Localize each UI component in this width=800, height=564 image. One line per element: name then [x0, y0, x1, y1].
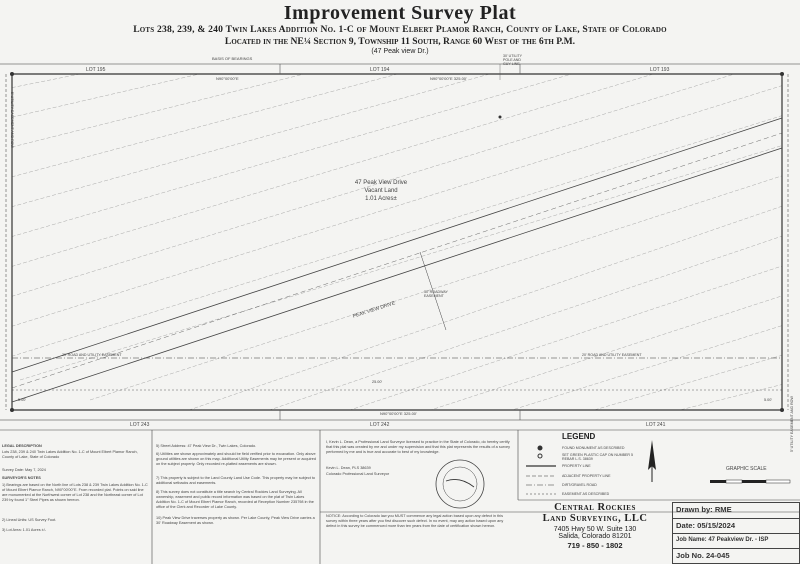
legal-text: Lots 238, 239 & 240 Twin Lakes Addition No. 1-C of Mount Elbert Plamor Ranch, County of Lake, State of Colorado [2, 450, 138, 459]
note-peak-view: 10) Peak View Drive traverses property as shown. Per Lake County, Peak View Drive carries a 30' Roadway Easement as shown. [156, 516, 315, 525]
plat-date: Date: 05/15/2024 [673, 518, 799, 532]
road-name-label: PEAK VIEW DRIVE [352, 300, 397, 320]
plat-subtitle-location: Located in the NE¼ Section 9, Township 11 South, Range 60 West of the 6th P.M. [224, 36, 576, 47]
parcel-address: 47 Peak View Drive [354, 180, 408, 186]
legend-item: SET GREEN PLASTIC CAP ON NUMBER 5 REBAR L.S. 38639 [562, 453, 633, 461]
mid-dim-label: 25.00' [372, 380, 383, 384]
company-phone: 719 - 850 - 1802 [567, 541, 623, 550]
legend-item: FOUND MONUMENT AS DESCRIBED [562, 446, 625, 450]
lot-193-label: LOT 193 [650, 67, 670, 73]
lot-242-label: LOT 242 [370, 422, 390, 428]
basis-of-bearings-label: BASIS OF BEARINGS [212, 56, 253, 61]
surveyor-certification: I, Kevin L. Dean, a Professional Land Surveyor licensed to practice in the State of Colorado, do hereby certify that this plat was created by me and under my supervision and that this plat represents the results of a survey performed by me and is true and accurate to best of my knowledge. [326, 440, 511, 454]
legal-heading: LEGAL DESCRIPTION [2, 444, 42, 448]
title-block [672, 502, 800, 564]
utility-pole-label: 30' UTILITY POLE AND GUY LINE [503, 54, 522, 66]
right-easement-label: 5' UTILITY EASEMENT AND ROW [790, 396, 794, 452]
company-block [520, 502, 670, 550]
survey-date: Survey Date: May 7, 2024 [2, 468, 46, 472]
company-address-2: Salida, Colorado 81201 [558, 533, 632, 540]
legend-item: DIRT/GRAVEL ROAD [562, 483, 597, 487]
legend-heading: LEGEND [562, 432, 596, 441]
plat-title: Improvement Survey Plat [283, 2, 517, 24]
company-name-2: Land Surveying, LLC [542, 513, 648, 524]
legend-item: ADJACENT PROPERTY LINE [562, 474, 611, 478]
lot-195-label: LOT 195 [86, 67, 106, 73]
job-number: Job No. 24-045 [673, 548, 799, 562]
surveyor-seal-icon [436, 460, 484, 508]
job-name: Job Name: 47 Peakview Dr. - ISP [673, 533, 799, 547]
graphic-scale-label: GRAPHIC SCALE [726, 466, 767, 472]
surveyor-note-2: 2) Lineal Units: US Survey Foot. [2, 518, 57, 522]
north-line-bearing: N90°00'00"E 325.00' [430, 76, 467, 81]
note-street-address: 5) Street Address: 47 Peak View Dr., Twin Lakes, Colorado. [156, 444, 257, 448]
plat-subtitle-address: (47 Peak view Dr.) [371, 48, 429, 55]
surveyor-title: Colorado Professional Land Surveyor [326, 472, 390, 476]
legend-symbols [526, 446, 556, 494]
surveyor-note-3: 3) Lot Area: 1.01 Acres ±/- [2, 528, 47, 532]
road-util-easement-right: 20' ROAD AND UTILITY EASEMENT [582, 353, 642, 357]
roadway-easement-label: 30' ROADWAY EASEMENT [424, 290, 448, 298]
parcel-status: Vacant Land [364, 188, 398, 194]
right-dim-label: 5.00' [764, 398, 773, 402]
drawn-by: Drawn by: RME [676, 505, 732, 514]
monuments [10, 72, 784, 412]
note-title-search: 8) This survey does not constitute a title search by Central Rockies Land Surveying. All ownership, easement and public record information was based on the plat of Twin Lakes Addition No. 1-C of Mount Elbert Plamor Ranch, recorded at Reception Number 235798 in the office of the Clerk and Recorder of Lake County. [156, 490, 314, 509]
legal-notice: NOTICE: According to Colorado law you MUST commence any legal action based upon any defect in this survey within three years after you first discover such defect. In no event, may any action based upon any defect in this survey be commenced more than ten years from the date of certification shown hereon. [326, 514, 504, 528]
surveyor-note-1: 1) Bearings are based on the North line of Lots 238 & 239 Twin Lakes Addition No. 1-C of Mount Elbert Plamor Ranch, N90°00'00"E. From recorded plat. Points on said line are monumented at the Northwest corner of Lot 238 and the Northeast corner of Lot 239 by found 1" Steel Pipes as shown hereon. [2, 483, 148, 502]
road-util-easement-left: 20' ROAD AND UTILITY EASEMENT [62, 353, 122, 357]
left-easement-label: 5' UTILITY EASEMENT AND ROW [10, 92, 14, 148]
note-land-use: 7) This property is subject to the Land County Land Use Code. This property may be subject to additional setbacks and easements. [156, 476, 315, 485]
legend-item: PROPERTY LINE [562, 464, 591, 468]
company-name-1: Central Rockies [554, 502, 636, 513]
surveyor-name: Kevin L. Dean, PLS 38639 [326, 466, 371, 470]
lot-194-label: LOT 194 [370, 67, 390, 73]
surveyor-notes-heading: SURVEYOR'S NOTES [2, 476, 41, 480]
plat-subtitle-lots: Lots 238, 239, & 240 Twin Lakes Addition No. 1-C of Mount Elbert Plamor Ranch, County of Lake, State of Colorado [133, 24, 667, 35]
parcel-area: 1.01 Acres± [365, 196, 397, 202]
south-line-bearing: N90°00'00"E 325.00' [380, 411, 417, 416]
company-address-1: 7405 Hwy 50 W. Suite 130 [553, 526, 637, 533]
lot-243-label: LOT 243 [130, 422, 150, 428]
north-arrow-icon [648, 440, 656, 482]
legend-item: EASEMENT AS DESCRIBED [562, 492, 610, 496]
peak-view-drive-road [12, 118, 782, 402]
note-utilities: 6) Utilities are shown approximately and should be field verified prior to excavation. Only above ground utilities are shown on this map. Additional Utility Easements may be present or acquired on the subject property. Only recorded re-platted easements are shown. [156, 452, 316, 466]
graphic-scale [710, 480, 790, 483]
lot-241-label: LOT 241 [646, 422, 666, 428]
left-dim-label: 5.00' [18, 398, 27, 402]
basis-bearing-value: N90°00'00"E [216, 76, 239, 81]
